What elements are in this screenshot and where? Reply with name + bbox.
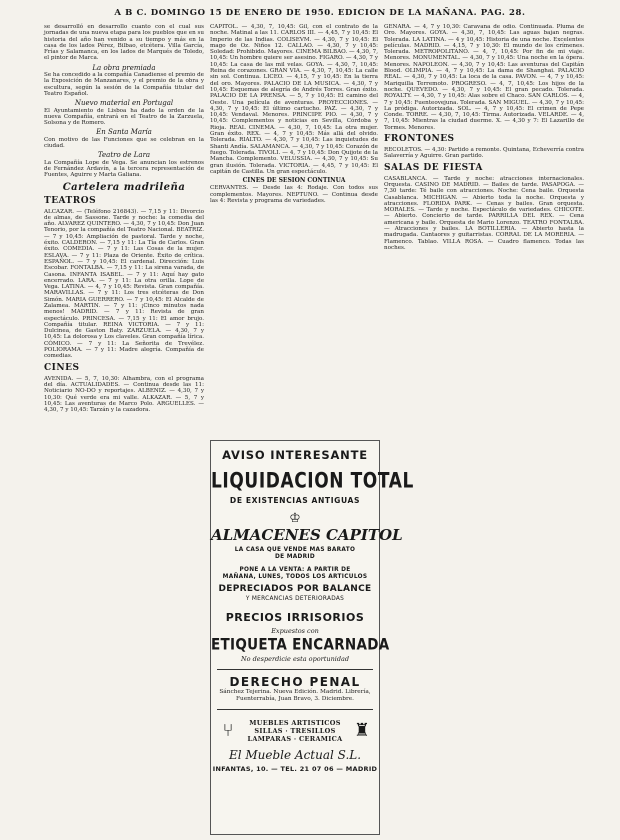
ad-lamparas: LAMPARAS · CERAMICA xyxy=(247,735,343,743)
article-paragraph: Se ha concedido a la compañía Canadiense el premio de la Exposición de Manzanares, y el premio de la obra y escultura, según la sesión de la Compañía titular del Teatro Español. xyxy=(44,72,204,97)
subsection-title: Teatro de Lara xyxy=(97,151,151,160)
lamp-icon: ♜ xyxy=(353,720,371,741)
ad-derecho-penal: DERECHO PENAL xyxy=(229,675,361,689)
subsection-title: En Santa María xyxy=(96,128,152,137)
ad-pone: PONE A LA VENTA: A PARTIR DE xyxy=(239,567,351,573)
subsection-title: Nuevo material en Portugal xyxy=(74,99,174,108)
column-middle xyxy=(210,24,378,436)
ad-depreciados: DEPRECIADOS POR BALANCE xyxy=(218,584,372,594)
ad-madrid: DE MADRID xyxy=(275,554,315,560)
ad-sillas: SILLAS · TRESILLOS xyxy=(254,727,336,735)
article-intro: se desarrolló en desarrollo cuanto con el cual sus jornadas de una nueva etapa para los pueblos que en su historia del año han venido a su tiempo y más en la casa de los lados Pérez, Bilbao, etcétera. Villa García, Frías y Salamanca, en los lados de Marqués de Toledo, el pintor de Marca. xyxy=(44,24,204,62)
ad-furniture-text xyxy=(239,719,351,743)
ad-divider xyxy=(217,669,373,670)
teatros-heading: TEATROS xyxy=(44,195,97,206)
ad-address: INFANTAS, 10. — TEL. 21 07 06 — MADRID xyxy=(212,765,378,773)
advertisement-box xyxy=(210,440,414,835)
ad-divider xyxy=(217,709,373,710)
ad-furniture xyxy=(217,718,373,744)
ad-mercancias: Y MERCANCIAS DETERIORADAS xyxy=(245,596,345,602)
ad-liquidacion: LIQUIDACION TOTAL xyxy=(211,468,414,494)
ad-derecho-text: Sánchez Tejerina. Nueva Edición. Madrid. Librería, Fuenterrabía, Juan Bravo, 3. Diciembre. xyxy=(219,689,371,702)
ad-script-logo: El Mueble Actual S.L. xyxy=(228,748,362,762)
theatre-listings: ALCAZAR. — (Teléfono 216843). — 7,15 y 11: Divorcio de almas, de Sassone. Tarde y noche: la comedia del año. ALVAREZ QUINTERO. — 4,30, 7 y 10,45: Don Juan Tenorio, por la compañía del Teatro Nacional. BEATRIZ. — 7 y 10,45: Ampliación de pastoral. Tarde y noche, éxito. CALDERON. — 7,15 y 11: La Tía de Carlos. Gran éxito. COMEDIA. — 7 y 11: Las Cosas de la mujer. ESLAVA. — 7 y 11: Plaza de Oriente. Éxito de crítica. ESPAÑOL. — 7 y 10,45: El cardenal. Dirección: Luis Escobar. FONTALBA. — 7,15 y 11: La sirena varada, de Casona. INFANTA ISABEL. — 7 y 11: Aquí hay gato encerrado. LARA. — 7 y 11: La otra orilla. Lope de Vega. LATINA. — 4, 7 y 10,45: Revista. Gran compañía. MARAVILLAS. — 7 y 11: Los tres etcéteras de Don Simón. MARIA GUERRERO. — 7 y 10,45: El Alcalde de Zalamea. MARTIN. — 7 y 11: ¡Cinco minutos nada menos! MADRID. — 7 y 11: Revista de gran espectáculo. PRINCESA. — 7,15 y 11: El amor brujo. Compañía titular. REINA VICTORIA. — 7 y 11: Dulcinea, de Gaston Baty. ZARZUELA. — 4,30, 7 y 10,45: La dolorosa y Los claveles. Gran compañía lírica. CÓMICO. — 7 y 11: La Señorita de Trevélez. POLIORAMA. — 7 y 11: Madre alegría. Compañía de comedias. xyxy=(44,208,204,360)
ad-casa: LA CASA QUE VENDE MAS BARATO xyxy=(234,547,356,553)
ad-aviso: AVISO INTERESANTE xyxy=(222,448,368,462)
subsection-title: CINES DE SESION CONTINUA xyxy=(242,177,346,185)
subsection-title: La obra premiada xyxy=(92,63,156,72)
column-left xyxy=(44,24,204,832)
frontones-heading: FRONTONES xyxy=(384,134,455,145)
ad-muebles: MUEBLES ARTISTICOS xyxy=(249,719,341,727)
cinema-listings: AVENIDA. — 5, 7, 10,30: Alhambra, con el programa del día. ACTUALIDADES. — Continua desde las 11: Noticiario NO-DO y reportajes. ALBENIZ. — 4,30, 7 y 10,30: Qué verde era mi valle. ALKAZAR. — 5, 7 y 10,45: Las aventuras de Marco Polo. ARGUELLES. — 4,30, 7 y 10,45: Tarzán y la cazadora. xyxy=(44,375,204,414)
page-header: A B C. DOMINGO 15 DE ENERO DE 1950. EDICION DE LA MAÑANA. PAG. 28. xyxy=(114,8,526,18)
ad-etiqueta: ETIQUETA ENCARNADA xyxy=(211,635,390,655)
article-paragraph: La Compañía Lope de Vega. Se anuncian los estrenos de Fernández Ardavín, a la tercera representación de Fuentes, Aguirre y Marta Galiana. xyxy=(44,159,204,179)
ad-oportunidad: No desperdicie esta oportunidad xyxy=(240,655,350,663)
ad-manana: MAÑANA, LUNES, TODOS LOS ARTICULOS xyxy=(222,574,368,580)
column-right xyxy=(384,24,584,832)
ad-precios: PRECIOS IRRISORIOS xyxy=(225,611,365,624)
frontones-listings: RECOLETOS. — 4,30: Partido a remonte. Quintana, Echeverría contra Salaverría y Aguirre. Gran partido. xyxy=(384,147,584,160)
chair-icon: ⑂ xyxy=(222,720,234,741)
ad-expuestos: Expuestos con xyxy=(271,627,319,635)
cinema-listings: GENARA. — 4, 7 y 10,30: Caravana de odio. Continuada. Pluma de Oro. Mayores. GOYA. — 4,30, 7, 10,45: Las aguas bajan negras. Tolerada. LA LATINA. — 4 y 10,45: Historia de una noche. Excelentes películas. MADRID. — 4,15, 7 y 10,30: El mundo de los crímenes. Tolerada. METROPOLITANO. — 4, 7, 10,45: Por fin de mi viaje. Menores. MONUMENTAL. — 4,30, 7 y 10,45: Una noche en la ópera. Menores. NAPOLEON. — 4,30, 7 y 10,45: Las aventuras del Capitán Blood. OLIMPIA. — 4, 7 y 10,45: La dama de Shanghai. PALACIO REAL. — 4,30, 7 y 10,45: La loca de la casa. PAVON. — 4, 7 y 10,45: Mariquilla Terremoto. PROGRESO. — 4, 7, 10,45: Los hijos de la noche. QUEVEDO. — 4,30, 7 y 10,45: El gran pecado. Tolerada. ROYALTY. — 4,30, 7 y 10,45: Alas sobre el Chaco. SAN CARLOS. — 4, 7 y 10,45: Fuenteovejuna. Tolerada. SAN MIGUEL. — 4,30, 7 y 10,45: La pródiga. Autorizada. SOL. — 4, 7 y 10,45: El crimen de Pepe Conde. TORRE. — 4,30, 7, 10,45: Tirma. Autorizada. VELARDE. — 4, 7, 10,45: Mientras la ciudad duerme. X. — 4,30 y 7: El Lazarillo de Tormes. Menores. xyxy=(384,24,584,131)
cartelera-heading: Cartelera madrileña xyxy=(62,181,186,193)
salas-heading: SALAS DE FIESTA xyxy=(384,162,483,173)
article-paragraph: Con motivo de las Funciones que se celebran en la ciudad. xyxy=(44,136,204,150)
salas-listings: CASABLANCA. — Tarde y noche: atracciones internacionales. Orquesta. CASINO DE MADRID. — Bailes de tarde. PASAPOGA. — 7,30 tarde: Té baile con atracciones. Noche: Cena baile. Orquesta Casablanca. MICHIGAN. — Abierto toda la noche. Orquesta y atracciones. FLORIDA PARK. — Cenas y bailes. Gran orquesta. MORALES. — Tarde y noche. Espectáculo de variedades. CHICOTE. — Abierto. Concierto de tarde. PARRILLA DEL REX. — Cena americana y baile. Orquesta de Mario Lorenzo. TEATRO FONTALBA. — Atracciones y bailes. LA BOTILLERIA. — Abierto hasta la madrugada. Cantaores y guitarristas. CORRAL DE LA MORERIA. — Flamenco. Tablao. VILLA ROSA. — Cuadro flamenco. Todas las noches. xyxy=(384,175,584,251)
cines-heading: CINES xyxy=(44,362,80,373)
cinema-listings: CAPITOL. — 4,30, 7, 10,45: Gil, con el contrato de la noche. Matinal a las 11. CARLOS III. — 4,45, 7 y 10,45: El Imperio de las Indias. COLISEVM. — 4,30, 7 y 10,45: El mago de Oz. Niños 12. CALLAO. — 4,30, 7 y 10,45: Soledad: Prohibido. Mayores. CINEMA BILBAO. — 4,30, 7, 10,45: Un hombre quiere ser asesino. FIGARO. — 4,30, 7 y 10,45: La casa de las mil velas. GOYA. — 4,30, 7, 10,45: Reina de corazones. GRAN VIA. — 4,30, 7, 10,45: La calle sin sol. Continua. LICEO. — 4,15, 7 y 10,45: En la tierra del oro. Mayores. PALACIO DE LA MUSICA. — 4,30, 7 y 10,45: Esquemas de alegría de Andrés Torres. Gran éxito. PALACIO DE LA PRENSA. — 5, 7 y 10,45: El camino del Oeste. Una película de aventuras. PROYECCIONES. — 4,30, 7 y 10,45: El último cartucho. PAZ. — 4,30, 7 y 10,45: Vendaval. Menores. PRINCIPE PIO. — 4,30, 7 y 10,45: Complementos y noticias en Sevilla, Córdoba y Rioja. REAL CINEMA. — 4,30, 7, 10,45: La otra mujer. Gran éxito. REX. — 4, 7 y 10,45: Más allá del olvido. Tolerada. RIALTO. — 4,30, 7 y 10,45: Las inquietudes de Shanti Andía. SALAMANCA. — 4,30, 7 y 10,45: Corazón de fuego. Tolerada. TIVOLI. — 4, 7 y 10,45: Don Quijote de la Mancha. Complemento. VELUSSIA. — 4,30, 7 y 10,45: Su gran ilusión. Tolerada. VICTORIA. — 4,45, 7 y 10,45: El capitán de Castilla. Un gran espectáculo. xyxy=(210,24,378,175)
ad-existencias: DE EXISTENCIAS ANTIGUAS xyxy=(229,496,361,505)
cinema-listings-continuous: CERVANTES. — Desde las 4: Rodaje. Con todos sus complementos. Mayores. NEPTUNO. — Continua desde las 4: Revista y programa de variedades. xyxy=(210,185,378,205)
article-paragraph: El Ayuntamiento de Lisboa ha dado la orden de la nueva Compañía, entrará en el Teatro de la Zarzuela, Solsona y de Romero. xyxy=(44,107,204,127)
ad-brand-logo: ALMACENES CAPITOL xyxy=(211,526,403,544)
crown-icon: ♔ xyxy=(289,511,301,526)
